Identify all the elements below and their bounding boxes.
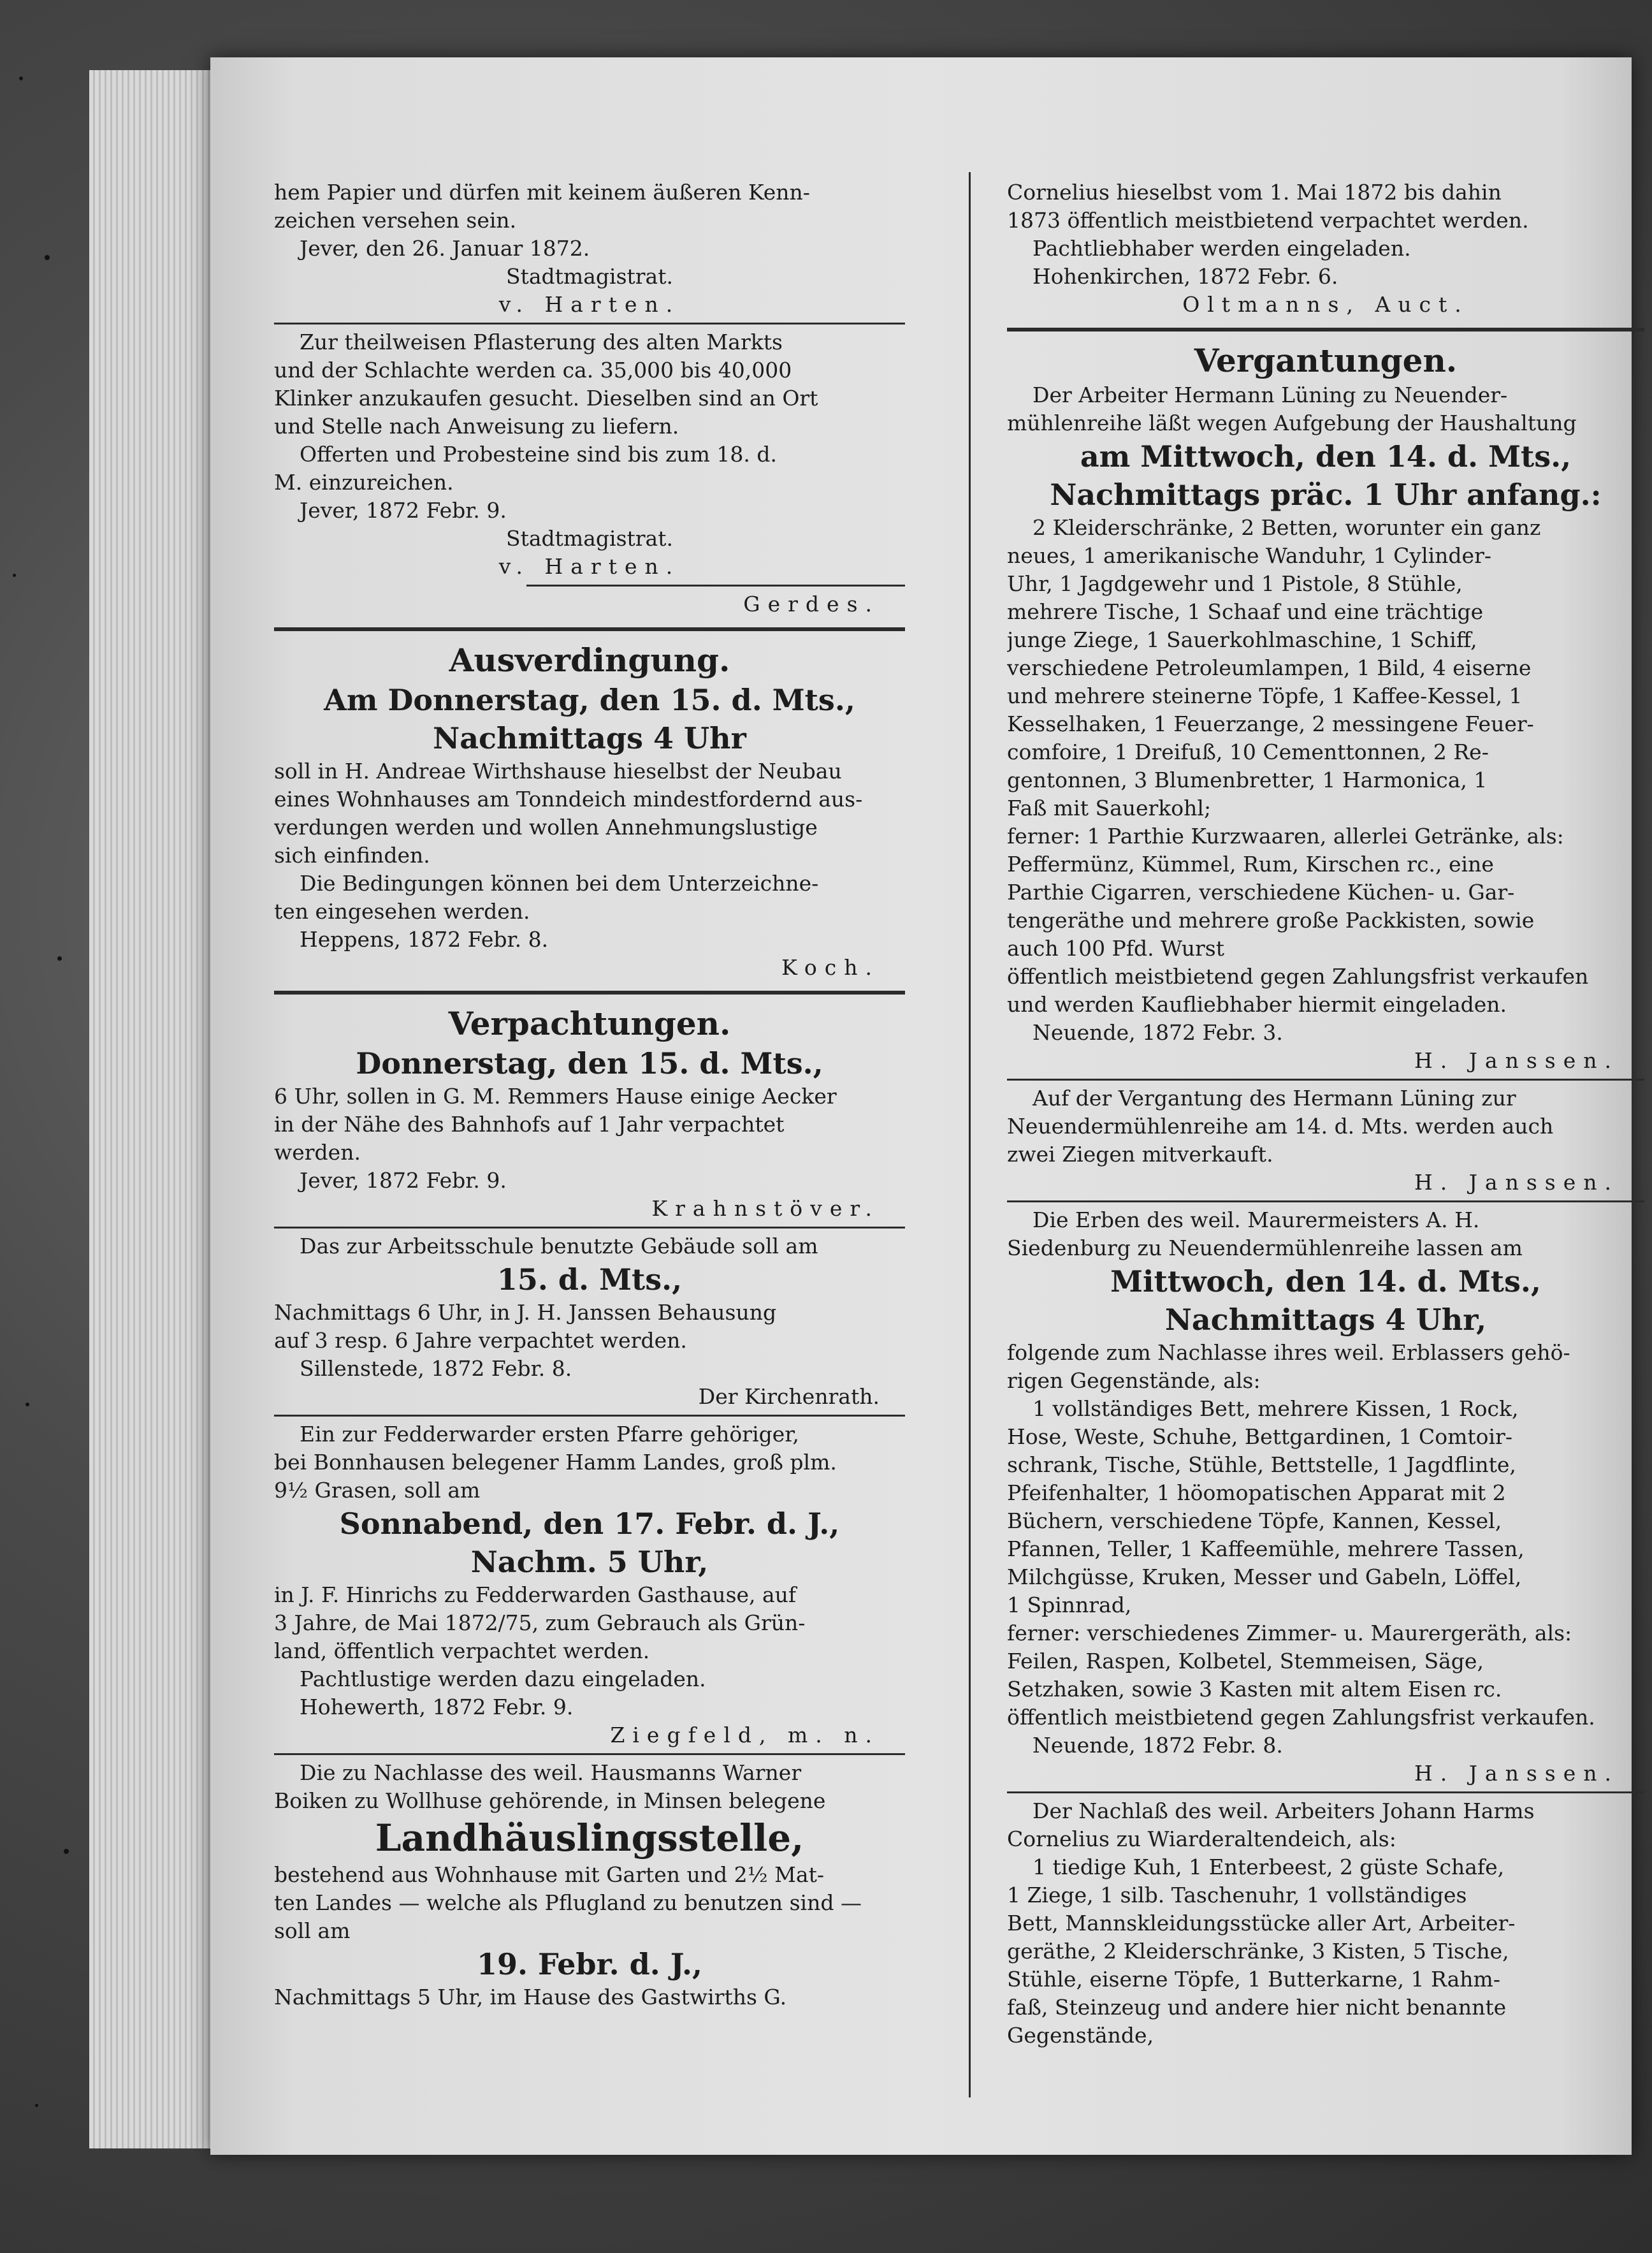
authority: Stadtmagistrat. (506, 264, 673, 289)
list-item: Gegenstände, (1007, 2023, 1154, 2048)
place-date: Sillenstede, 1872 Febr. 8. (300, 1356, 572, 1381)
text-line: Ein zur Fedderwarder ersten Pfarre gehöriger, (300, 1422, 799, 1447)
list-item: neues, 1 amerikanische Wanduhr, 1 Cylinder- (1007, 543, 1492, 568)
text-line: Das zur Arbeitsschule benutzte Gebäude soll am (300, 1234, 818, 1258)
list-item: tengeräthe und mehrere große Packkisten, sowie (1007, 908, 1535, 933)
text-line: Cornelius zu Wiarderaltendeich, als: (1007, 1826, 1396, 1851)
text-line: rigen Gegenstände, als: (1007, 1368, 1261, 1393)
text-line: soll in H. Andreae Wirthshause hieselbst der Neubau (274, 759, 842, 784)
text-line: bestehend aus Wohnhause mit Garten und 2½ Mat- (274, 1862, 824, 1887)
list-item: comfoire, 1 Dreifuß, 10 Cementtonnen, 2 Re- (1007, 740, 1489, 764)
place-date: Hohewerth, 1872 Febr. 9. (300, 1695, 574, 1719)
section-heading: Ausverdingung. (449, 641, 730, 679)
rule (274, 627, 905, 631)
list-item: Pfannen, Teller, 1 Kaffeemühle, mehrere Tassen, (1007, 1536, 1525, 1561)
text-line: folgende zum Nachlasse ihres weil. Erblassers gehö- (1007, 1340, 1570, 1365)
text-line: Die zu Nachlasse des weil. Hausmanns Warner (300, 1760, 802, 1785)
list-item: Parthie Cigarren, verschiedene Küchen- u. Gar- (1007, 880, 1515, 905)
notice-ziegen (1007, 1084, 1644, 1197)
list-item: Büchern, verschiedene Töpfe, Kannen, Kessel, (1007, 1508, 1502, 1533)
text-line: mühlenreihe läßt wegen Aufgebung der Haushaltung (1007, 411, 1577, 435)
text-line: bei Bonnhausen belegener Hamm Landes, groß plm. (274, 1450, 837, 1475)
list-item: und mehrere steinerne Töpfe, 1 Kaffee-Kessel, 1 (1007, 683, 1523, 708)
notice-pflasterung (274, 328, 905, 618)
text-line: Siedenburg zu Neuendermühlenreihe lassen am (1007, 1236, 1523, 1260)
text-line: soll am (274, 1918, 351, 1943)
text-line: land, öffentlich verpachtet werden. (274, 1638, 650, 1663)
signature: v. Harten. (498, 554, 681, 579)
rule (274, 1753, 905, 1755)
text-line: 9½ Grasen, soll am (274, 1478, 481, 1503)
text-line: hem Papier und dürfen mit keinem äußeren Kenn- (274, 180, 810, 205)
notice-cornelius-pacht (1007, 179, 1644, 319)
list-item: verschiedene Petroleumlampen, 1 Bild, 4 eiserne (1007, 655, 1532, 680)
list-item: geräthe, 2 Kleiderschränke, 3 Kisten, 5 Tische, (1007, 1939, 1509, 1964)
text-line: ten Landes — welche als Pflugland zu benutzen sind — (274, 1890, 862, 1915)
text-line: M. einzureichen. (274, 470, 454, 495)
time-line: Nachmittags 4 Uhr (433, 721, 746, 755)
rule (526, 585, 905, 587)
place-date: Jever, 1872 Febr. 9. (300, 498, 507, 523)
text-line: sich einfinden. (274, 843, 430, 868)
notice-siedenburg (1007, 1206, 1644, 1788)
signature: Koch. (781, 955, 880, 980)
list-item: Bett, Mannskleidungsstücke aller Art, Arbeiter- (1007, 1911, 1516, 1936)
date-line: Am Donnerstag, den 15. d. Mts., (324, 683, 855, 717)
text-line: Nachmittags 5 Uhr, im Hause des Gastwirths G. (274, 1985, 787, 2009)
list-item: ferner: 1 Parthie Kurzwaaren, allerlei Getränke, als: (1007, 824, 1564, 849)
place-date: Jever, den 26. Januar 1872. (300, 236, 590, 261)
text-line: Der Arbeiter Hermann Lüning zu Neuender- (1032, 383, 1508, 407)
notice-arbeitsschule (274, 1232, 905, 1411)
list-item: Kesselhaken, 1 Feuerzange, 2 messingene Feuer- (1007, 711, 1534, 736)
authority: Stadtmagistrat. (506, 526, 673, 551)
rule (274, 991, 905, 995)
place-date: Heppens, 1872 Febr. 8. (300, 927, 549, 952)
rule (1007, 1079, 1644, 1081)
text-line: 6 Uhr, sollen in G. M. Remmers Hause einige Aecker (274, 1084, 837, 1109)
rule (274, 323, 905, 324)
text-line: Pachtliebhaber werden eingeladen. (1032, 236, 1411, 261)
time-line: Nachmittags präc. 1 Uhr anfang.: (1050, 478, 1602, 512)
text-line: öffentlich meistbietend gegen Zahlungsfrist verkaufen (1007, 964, 1589, 989)
list-item: ferner: verschiedenes Zimmer- u. Maurergeräth, als: (1007, 1621, 1572, 1645)
right-column (1007, 179, 1644, 2050)
rule (1007, 328, 1644, 332)
list-item: Hose, Weste, Schuhe, Bettgardinen, 1 Comtoir- (1007, 1424, 1512, 1449)
text-line: 1873 öffentlich meistbietend verpachtet werden. (1007, 208, 1529, 233)
signature: H. Janssen. (1414, 1761, 1619, 1786)
text-line: Zur theilweisen Pflasterung des alten Markts (300, 330, 783, 354)
list-item: Faß mit Sauerkohl; (1007, 796, 1212, 820)
list-item: Milchgüsse, Kruken, Messer und Gabeln, Löffel, (1007, 1564, 1522, 1589)
text-line: und Stelle nach Anweisung zu liefern. (274, 414, 679, 439)
left-column (274, 179, 905, 2011)
signature: H. Janssen. (1414, 1048, 1619, 1073)
text-line: öffentlich meistbietend gegen Zahlungsfrist verkaufen. (1007, 1705, 1595, 1730)
date-line: Donnerstag, den 15. d. Mts., (356, 1046, 823, 1081)
list-item: auch 100 Pfd. Wurst (1007, 936, 1224, 961)
text-line: werden. (274, 1140, 361, 1165)
list-item: mehrere Tische, 1 Schaaf und eine trächtige (1007, 599, 1484, 624)
text-line: Auf der Vergantung des Hermann Lüning zur (1032, 1086, 1516, 1111)
notice-ausverdingung (274, 640, 905, 982)
section-heading: Verpachtungen. (448, 1005, 731, 1042)
list-item: 1 vollständiges Bett, mehrere Kissen, 1 Rock, (1032, 1396, 1519, 1421)
signature: Der Kirchenrath. (698, 1384, 880, 1409)
text-line: in der Nähe des Bahnhofs auf 1 Jahr verpachtet (274, 1112, 785, 1137)
date-line: 15. d. Mts., (496, 1262, 683, 1297)
time-line: Nachmittags 4 Uhr, (1164, 1302, 1487, 1337)
text-line: auf 3 resp. 6 Jahre verpachtet werden. (274, 1328, 687, 1353)
notice-harms-nachlass (1007, 1797, 1644, 2050)
signature: v. Harten. (498, 292, 681, 317)
notice-hamm-landes (274, 1420, 905, 1749)
list-item: gentonnen, 3 Blumenbretter, 1 Harmonica, 1 (1007, 768, 1488, 792)
text-line: verdungen werden und wollen Annehmungslustige (274, 815, 818, 840)
rule (1007, 1200, 1644, 1202)
rule (1007, 1791, 1644, 1793)
list-item: Pfeifenhalter, 1 höomopatischen Apparat mit 2 (1007, 1480, 1506, 1505)
list-item: junge Ziege, 1 Sauerkohlmaschine, 1 Schiff, (1007, 627, 1477, 652)
place-date: Neuende, 1872 Febr. 8. (1032, 1733, 1283, 1758)
list-item: 1 tiedige Kuh, 1 Enterbeest, 2 güste Schafe, (1032, 1855, 1505, 1879)
text-line: Offerten und Probesteine sind bis zum 18. d. (300, 442, 777, 467)
list-item: Peffermünz, Kümmel, Rum, Kirschen rc., eine (1007, 852, 1494, 877)
text-line: in J. F. Hinrichs zu Fedderwarden Gasthause, auf (274, 1582, 797, 1607)
signature: Ziegfeld, m. n. (610, 1723, 880, 1747)
signature: Oltmanns, Auct. (1182, 292, 1469, 317)
list-item: schrank, Tische, Stühle, Bettstelle, 1 Jagdflinte, (1007, 1452, 1516, 1477)
list-item: 1 Ziege, 1 silb. Taschenuhr, 1 vollständiges (1007, 1883, 1467, 1907)
column-divider (969, 172, 971, 2097)
date-line: Mittwoch, den 14. d. Mts., (1110, 1264, 1541, 1299)
text-line: ten eingesehen werden. (274, 899, 530, 924)
notice-stadtmagistrat-1 (274, 179, 905, 319)
place-date: Jever, 1872 Febr. 9. (300, 1168, 507, 1193)
text-line: Boiken zu Wollhuse gehörende, in Minsen belegene (274, 1788, 826, 1813)
notice-landhaeuslingsstelle (274, 1759, 905, 2011)
list-item: Uhr, 1 Jagdgewehr und 1 Pistole, 8 Stühle, (1007, 571, 1463, 596)
time-line: Nachm. 5 Uhr, (470, 1545, 709, 1579)
section-heading: Landhäuslingsstelle, (375, 1816, 804, 1860)
text-line: und werden Kaufliebhaber hiermit eingeladen. (1007, 992, 1507, 1017)
list-item: Stühle, eiserne Töpfe, 1 Butterkarne, 1 Rahm- (1007, 1967, 1500, 1992)
text-line: zwei Ziegen mitverkauft. (1007, 1142, 1273, 1167)
signature: H. Janssen. (1414, 1170, 1619, 1195)
notice-vergantungen-luening (1007, 340, 1644, 1075)
text-line: Neuendermühlenreihe am 14. d. Mts. werden auch (1007, 1114, 1554, 1139)
newspaper-page (210, 57, 1632, 2155)
text-line: 3 Jahre, de Mai 1872/75, zum Gebrauch als Grün- (274, 1610, 806, 1635)
text-line: eines Wohnhauses am Tonndeich mindestfordernd aus- (274, 787, 863, 812)
list-item: 1 Spinnrad, (1007, 1593, 1132, 1617)
list-item: Setzhaken, sowie 3 Kasten mit altem Eisen rc. (1007, 1677, 1502, 1702)
rule (274, 1227, 905, 1229)
text-line: Cornelius hieselbst vom 1. Mai 1872 bis dahin (1007, 180, 1502, 205)
text-line: Der Nachlaß des weil. Arbeiters Johann Harms (1032, 1798, 1535, 1823)
section-heading: Vergantungen. (1194, 342, 1458, 379)
place-date: Neuende, 1872 Febr. 3. (1032, 1020, 1283, 1045)
text-line: Pachtlustige werden dazu eingeladen. (300, 1666, 706, 1691)
text-line: und der Schlachte werden ca. 35,000 bis 40,000 (274, 358, 792, 383)
text-line: Klinker anzukaufen gesucht. Dieselben sind an Ort (274, 386, 818, 411)
signature: Krahnstöver. (651, 1196, 880, 1221)
list-item: faß, Steinzeug und andere hier nicht benannte (1007, 1995, 1507, 2020)
text-line: Nachmittags 6 Uhr, in J. H. Janssen Behausung (274, 1300, 777, 1325)
notice-verpachtungen (274, 1003, 905, 1223)
text-line: zeichen versehen sein. (274, 208, 517, 233)
date-line: am Mittwoch, den 14. d. Mts., (1080, 439, 1572, 474)
list-item: 2 Kleiderschränke, 2 Betten, worunter ein ganz (1032, 515, 1541, 540)
date-line: Sonnabend, den 17. Febr. d. J., (339, 1506, 840, 1541)
place-date: Hohenkirchen, 1872 Febr. 6. (1032, 264, 1338, 289)
text-line: Die Erben des weil. Maurermeisters A. H. (1032, 1207, 1480, 1232)
text-line: Die Bedingungen können bei dem Unterzeichne- (300, 871, 819, 896)
date-line: 19. Febr. d. J., (476, 1947, 703, 1981)
signature: Gerdes. (743, 592, 880, 616)
list-item: Feilen, Raspen, Kolbetel, Stemmeisen, Säge, (1007, 1649, 1484, 1673)
rule (274, 1415, 905, 1417)
